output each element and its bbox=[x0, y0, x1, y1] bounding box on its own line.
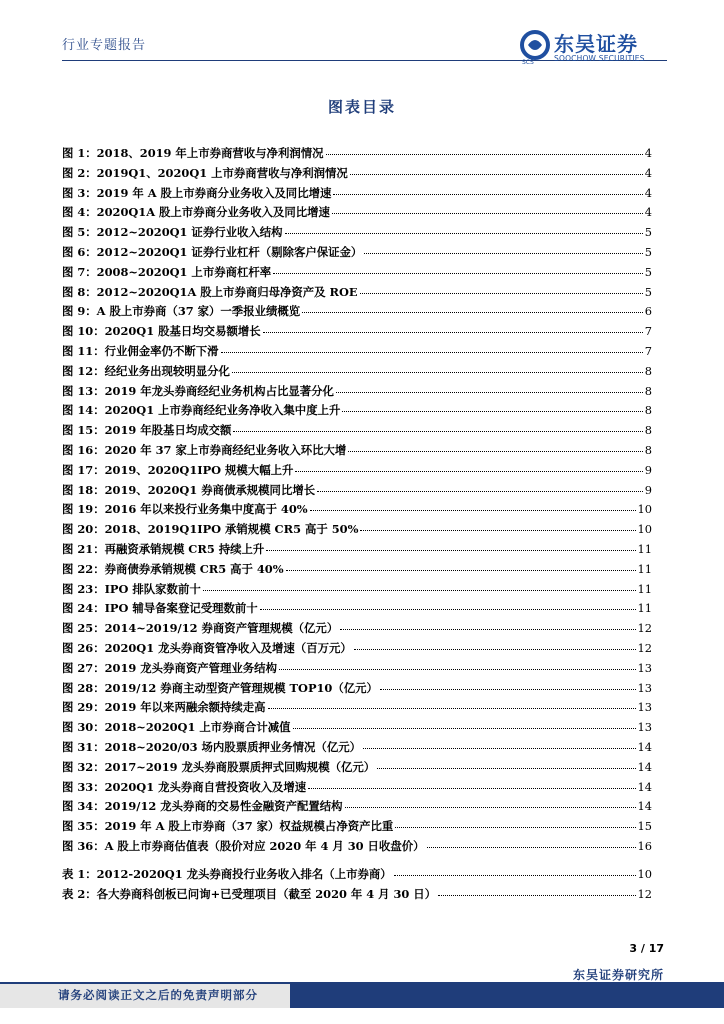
figure-toc-entry-page: 4 bbox=[644, 146, 652, 160]
figure-toc-entry-label: 图 3：2019 年 A 股上市券商分业务收入及同比增速 bbox=[62, 185, 332, 200]
figure-toc-entry[interactable] bbox=[62, 600, 652, 620]
figure-toc-entry-label: 图 2：2019Q1、2020Q1 上市券商营收与净利润情况 bbox=[62, 165, 348, 180]
footer-bar-dark bbox=[290, 982, 724, 1008]
dot-leader bbox=[273, 264, 643, 274]
dot-leader bbox=[286, 561, 636, 571]
figure-toc-entry-page: 13 bbox=[637, 720, 652, 735]
figure-toc-entry[interactable] bbox=[62, 244, 652, 264]
figure-toc-entry[interactable] bbox=[62, 323, 652, 343]
dot-leader bbox=[364, 244, 642, 254]
figure-toc-entry[interactable] bbox=[62, 482, 652, 502]
logo-chinese-name: 东吴证券 bbox=[554, 32, 638, 56]
table-toc-entry-label: 表 1：2012-2020Q1 龙头券商投行业务收入排名（上市券商） bbox=[62, 867, 392, 881]
figure-toc-entry-page: 6 bbox=[644, 304, 652, 319]
figure-toc-entry[interactable] bbox=[62, 224, 652, 244]
dot-leader bbox=[310, 501, 636, 511]
dot-leader bbox=[203, 581, 636, 591]
figure-toc-entry-label: 图 24：IPO 辅导备案登记受理数前十 bbox=[62, 601, 258, 616]
figure-toc-entry-page: 10 bbox=[637, 522, 652, 537]
dot-leader bbox=[336, 383, 643, 393]
dot-leader bbox=[260, 600, 636, 610]
figure-toc-entry-page: 11 bbox=[637, 601, 652, 616]
figure-toc-entry-page: 14 bbox=[637, 739, 652, 754]
figure-toc-entry[interactable] bbox=[62, 145, 652, 165]
dot-leader bbox=[285, 224, 643, 234]
dot-leader bbox=[308, 779, 635, 789]
figure-toc-entry-label: 图 31：2018~2020/03 场内股票质押业务情况（亿元） bbox=[62, 739, 361, 754]
dot-leader bbox=[302, 303, 643, 313]
dot-leader bbox=[438, 886, 635, 896]
figure-toc-entry-label: 图 36：A 股上市券商估值表（股价对应 2020 年 4 月 30 日收盘价） bbox=[62, 838, 425, 853]
figure-toc-entry-page: 13 bbox=[637, 680, 652, 695]
figure-toc-entry-page: 11 bbox=[637, 581, 652, 596]
figure-toc-entry-page: 9 bbox=[644, 462, 652, 477]
dot-leader bbox=[350, 165, 643, 175]
figure-toc-entry[interactable] bbox=[62, 561, 652, 581]
dot-leader bbox=[395, 818, 635, 828]
figure-toc-entry-page: 12 bbox=[637, 640, 652, 655]
figure-toc-entry-page: 5 bbox=[644, 264, 652, 279]
dot-leader bbox=[340, 620, 635, 630]
figure-toc-entry-label: 图 30：2018~2020Q1 上市券商合计减值 bbox=[62, 720, 291, 735]
figure-toc-entry-label: 图 11：行业佣金率仍不断下滑 bbox=[62, 343, 219, 358]
figure-toc-entry-page: 5 bbox=[644, 284, 652, 299]
figure-toc-entry[interactable] bbox=[62, 442, 652, 462]
figure-toc-entry-page: 7 bbox=[644, 324, 652, 339]
figure-toc-entry-page: 13 bbox=[637, 660, 652, 675]
figure-toc-entry[interactable] bbox=[62, 739, 652, 759]
figure-toc-entry-label: 图 35：2019 年 A 股上市券商（37 家）权益规模占净资产比重 bbox=[62, 819, 394, 834]
dot-leader bbox=[326, 145, 643, 155]
figure-toc-list bbox=[62, 145, 652, 858]
table-toc-entry[interactable] bbox=[62, 866, 652, 886]
company-logo bbox=[520, 28, 670, 68]
dot-leader bbox=[348, 442, 642, 452]
figure-toc-entry[interactable] bbox=[62, 818, 652, 838]
figure-toc-entry-label: 图 22：券商债券承销规模 CR5 高于 40% bbox=[62, 561, 284, 576]
figure-toc-entry[interactable] bbox=[62, 402, 652, 422]
dot-leader bbox=[380, 680, 636, 690]
figure-toc-entry-label: 图 18：2019、2020Q1 券商债承规模同比增长 bbox=[62, 482, 316, 497]
figure-toc-entry[interactable] bbox=[62, 383, 652, 403]
figure-toc-entry-label: 图 21：再融资承销规模 CR5 持续上升 bbox=[62, 541, 265, 556]
figure-toc-entry-page: 14 bbox=[637, 759, 652, 774]
figure-toc-entry-label: 图 13：2019 年龙头券商经纪业务机构占比显著分化 bbox=[62, 383, 334, 398]
dot-leader bbox=[279, 660, 636, 670]
table-toc-entry-page: 10 bbox=[637, 867, 652, 881]
figure-toc-entry-page: 7 bbox=[644, 343, 652, 358]
figure-toc-entry[interactable] bbox=[62, 303, 652, 323]
figure-toc-entry[interactable] bbox=[62, 422, 652, 442]
figure-toc-entry[interactable] bbox=[62, 640, 652, 660]
figure-toc-entry[interactable] bbox=[62, 165, 652, 185]
figure-toc-entry[interactable] bbox=[62, 620, 652, 640]
logo-mark-text: SCS bbox=[522, 59, 534, 66]
figure-toc-entry-label: 图 15：2019 年股基日均成交额 bbox=[62, 423, 232, 438]
dot-leader bbox=[233, 422, 642, 432]
figure-toc-entry-page: 11 bbox=[637, 561, 652, 576]
figure-toc-entry-label: 图 6：2012~2020Q1 证券行业杠杆（剔除客户保证金） bbox=[62, 244, 363, 259]
dot-leader bbox=[333, 185, 642, 195]
figure-toc-entry-label: 图 19：2016 年以来投行业务集中度高于 40% bbox=[62, 502, 308, 517]
figure-toc-entry-page: 4 bbox=[644, 205, 652, 220]
dot-leader bbox=[263, 323, 643, 333]
figure-toc-entry-page: 13 bbox=[637, 700, 652, 715]
figure-toc-entry[interactable] bbox=[62, 204, 652, 224]
figure-toc-entry-page: 16 bbox=[637, 838, 652, 853]
figure-toc-entry-page: 11 bbox=[637, 541, 652, 556]
disclaimer-notice: 请务必阅读正文之后的免责声明部分 bbox=[58, 988, 258, 1002]
figure-toc-entry[interactable] bbox=[62, 521, 652, 541]
figure-toc-entry-label: 图 5：2012~2020Q1 证券行业收入结构 bbox=[62, 225, 283, 240]
figure-toc-entry-page: 15 bbox=[637, 819, 652, 834]
figure-toc-entry-page: 10 bbox=[637, 502, 652, 517]
dot-leader bbox=[427, 838, 636, 848]
figure-toc-entry[interactable] bbox=[62, 581, 652, 601]
figure-toc-entry-label: 图 14：2020Q1 上市券商经纪业务净收入集中度上升 bbox=[62, 403, 341, 418]
dot-leader bbox=[221, 343, 643, 353]
figure-toc-entry-page: 8 bbox=[644, 423, 652, 438]
figure-toc-entry-page: 12 bbox=[637, 621, 652, 636]
figure-toc-entry-page: 4 bbox=[644, 185, 652, 200]
figure-toc-entry-page: 8 bbox=[644, 442, 652, 457]
figure-toc-entry-label: 图 12：经纪业务出现较明显分化 bbox=[62, 363, 230, 378]
figure-toc-entry-label: 图 8：2012~2020Q1A 股上市券商归母净资产及 ROE bbox=[62, 284, 358, 299]
figure-toc-entry[interactable] bbox=[62, 541, 652, 561]
figure-toc-entry-label: 图 16：2020 年 37 家上市券商经纪业务收入环比大增 bbox=[62, 442, 347, 457]
dot-leader bbox=[360, 521, 635, 531]
figure-toc-entry[interactable] bbox=[62, 680, 652, 700]
dot-leader bbox=[360, 284, 643, 294]
dot-leader bbox=[293, 719, 636, 729]
dot-leader bbox=[342, 402, 642, 412]
dot-leader bbox=[394, 866, 636, 876]
figure-toc-entry[interactable] bbox=[62, 798, 652, 818]
dot-leader bbox=[377, 759, 635, 769]
figure-toc-entry-label: 图 10：2020Q1 股基日均交易额增长 bbox=[62, 324, 261, 339]
figure-toc-entry[interactable] bbox=[62, 462, 652, 482]
figure-toc-entry-label: 图 1：2018、2019 年上市券商营收与净利润情况 bbox=[62, 146, 324, 160]
figure-toc-entry-label: 图 9：A 股上市券商（37 家）一季报业绩概览 bbox=[62, 304, 301, 319]
figure-toc-entry-page: 14 bbox=[637, 799, 652, 814]
figure-toc-entry[interactable] bbox=[62, 759, 652, 779]
dot-leader bbox=[332, 204, 643, 214]
figure-toc-entry[interactable] bbox=[62, 719, 652, 739]
dot-leader bbox=[345, 798, 636, 808]
figure-toc-entry[interactable] bbox=[62, 363, 652, 383]
figure-toc-entry-label: 图 17：2019、2020Q1IPO 规模大幅上升 bbox=[62, 462, 294, 477]
figure-toc-entry[interactable] bbox=[62, 284, 652, 304]
dot-leader bbox=[295, 462, 642, 472]
figure-toc-entry-label: 图 25：2014~2019/12 券商资产管理规模（亿元） bbox=[62, 621, 339, 636]
logo-english-name: SOOCHOW SECURITIES bbox=[554, 54, 645, 63]
soochow-logo-icon bbox=[520, 30, 550, 60]
figure-toc-entry[interactable] bbox=[62, 660, 652, 680]
figure-toc-entry-label: 图 26：2020Q1 龙头券商资管净收入及增速（百万元） bbox=[62, 640, 352, 655]
figure-toc-entry-page: 14 bbox=[637, 779, 652, 794]
figure-toc-entry[interactable] bbox=[62, 343, 652, 363]
figure-toc-entry-label: 图 32：2017~2019 龙头券商股票质押式回购规模（亿元） bbox=[62, 759, 376, 774]
figure-toc-entry-label: 图 34：2019/12 龙头券商的交易性金融资产配置结构 bbox=[62, 799, 343, 814]
dot-leader bbox=[363, 739, 636, 749]
page-title: 图表目录 bbox=[327, 98, 396, 116]
dot-leader bbox=[354, 640, 636, 650]
page-number: 3 / 17 bbox=[629, 942, 664, 955]
dot-leader bbox=[266, 541, 635, 551]
figure-toc-entry-page: 8 bbox=[644, 403, 652, 418]
table-toc-entry[interactable] bbox=[62, 886, 652, 906]
table-toc-list bbox=[62, 866, 652, 906]
dot-leader bbox=[232, 363, 643, 373]
figure-toc-entry-label: 图 7：2008~2020Q1 上市券商杠杆率 bbox=[62, 264, 272, 279]
report-type-label: 行业专题报告 bbox=[62, 38, 147, 53]
figure-toc-entry-label: 图 20：2018、2019Q1IPO 承销规模 CR5 高于 50% bbox=[62, 522, 359, 537]
figure-toc-entry-label: 图 28：2019/12 券商主动型资产管理规模 TOP10（亿元） bbox=[62, 680, 378, 695]
figure-toc-entry-page: 9 bbox=[644, 482, 652, 497]
figure-toc-entry[interactable] bbox=[62, 501, 652, 521]
figure-toc-entry-label: 图 29：2019 年以来两融余额持续走高 bbox=[62, 700, 266, 715]
figure-toc-entry-page: 8 bbox=[644, 363, 652, 378]
figure-toc-entry-page: 5 bbox=[644, 225, 652, 240]
figure-toc-entry-label: 图 4：2020Q1A 股上市券商分业务收入及同比增速 bbox=[62, 205, 330, 220]
figure-toc-entry-page: 4 bbox=[644, 165, 652, 180]
table-toc-entry-label: 表 2：各大券商科创板已问询+已受理项目（截至 2020 年 4 月 30 日） bbox=[62, 886, 437, 901]
figure-toc-entry[interactable] bbox=[62, 838, 652, 858]
figure-toc-entry[interactable] bbox=[62, 185, 652, 205]
table-toc-entry-page: 12 bbox=[637, 886, 652, 901]
figure-toc-entry[interactable] bbox=[62, 699, 652, 719]
dot-leader bbox=[268, 699, 636, 709]
figure-toc-entry[interactable] bbox=[62, 264, 652, 284]
dot-leader bbox=[317, 482, 643, 492]
figure-toc-entry-page: 5 bbox=[644, 244, 652, 259]
figure-toc-entry-label: 图 23：IPO 排队家数前十 bbox=[62, 581, 201, 596]
figure-toc-entry[interactable] bbox=[62, 779, 652, 799]
institute-name: 东吴证券研究所 bbox=[572, 968, 664, 982]
figure-toc-entry-label: 图 27：2019 龙头券商资产管理业务结构 bbox=[62, 660, 277, 675]
figure-toc-entry-page: 8 bbox=[644, 383, 652, 398]
figure-toc-entry-label: 图 33：2020Q1 龙头券商自营投资收入及增速 bbox=[62, 779, 307, 794]
